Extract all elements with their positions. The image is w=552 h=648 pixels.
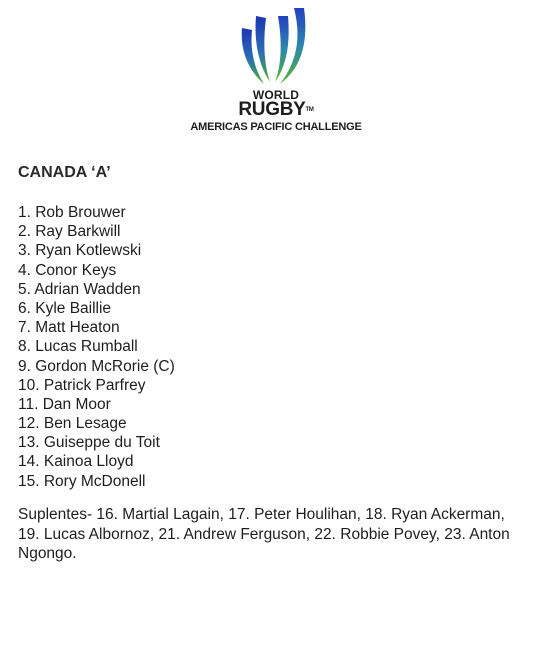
player-item: 15. Rory McDonell (18, 472, 146, 490)
player-item: 13. Guiseppe du Toit (18, 434, 160, 452)
player-item: 1. Rob Brouwer (18, 204, 126, 221)
player-item: 4. Conor Keys (18, 261, 117, 279)
player-list (18, 203, 175, 491)
player-item: 6. Kyle Baillie (18, 299, 112, 317)
player-item: 10. Patrick Parfrey (18, 376, 146, 394)
player-item: 11. Dan Moor (18, 395, 111, 413)
world-rugby-emblem-icon (238, 6, 308, 86)
player-item: 2. Ray Barkwill (18, 223, 121, 241)
player-item: 3. Ryan Kotlewski (18, 242, 142, 260)
substitutes-paragraph: Suplentes- 16. Martial Lagain, 17. Peter Houlihan, 18. Ryan Ackerman, 19. Lucas Albornoz, 21. Andrew Ferguson, 22. Robbie Povey, 23. Anton Ngongo. (18, 506, 510, 563)
player-item: 9. Gordon McRorie (C) (18, 357, 175, 375)
player-item: 5. Adrian Wadden (18, 280, 141, 298)
logo-event-name: AMERICAS PACIFIC CHALLENGE (190, 121, 362, 133)
team-title: CANADA ‘A’ (18, 164, 111, 181)
logo-trademark: TM (305, 107, 314, 113)
logo-rugby-text (0, 100, 552, 120)
player-item: 8. Lucas Rumball (18, 338, 138, 356)
logo-rugby-word: RUGBY (238, 99, 306, 120)
world-rugby-logo (0, 0, 552, 140)
player-item: 12. Ben Lesage (18, 415, 127, 433)
logo-world-text: WORLD (252, 88, 300, 102)
player-item: 14. Kainoa Lloyd (18, 453, 134, 471)
player-item: 7. Matt Heaton (18, 319, 120, 337)
